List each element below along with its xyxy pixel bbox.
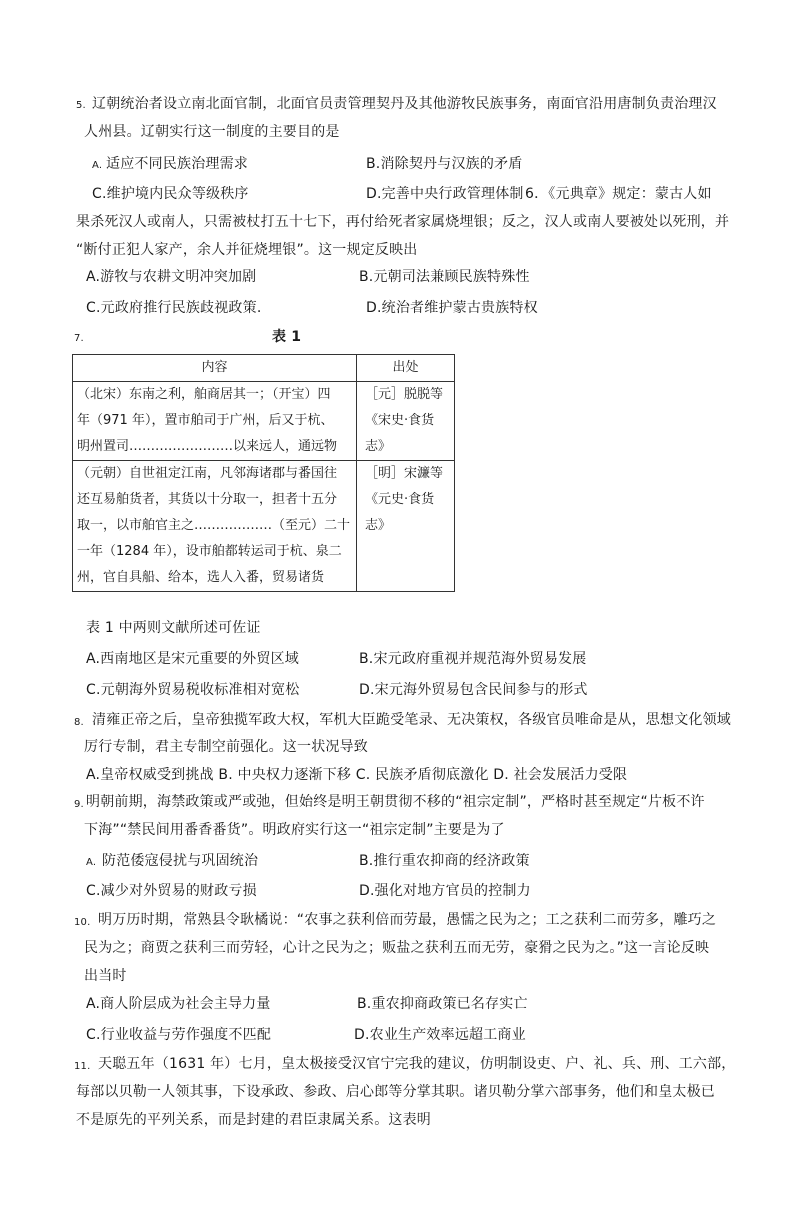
option-letter: A. [92, 160, 103, 171]
cell-line: 年（971 年），置市舶司于广州，后又于杭、 [77, 413, 334, 428]
question-number: 7. [74, 333, 84, 344]
option-d: D.统治者维护蒙古贵族特权 [366, 300, 538, 316]
option-a: 防范倭寇侵扰与巩固统治 [102, 853, 259, 869]
option-b: B.元朝司法兼顾民族特殊性 [359, 269, 530, 285]
question-number: 9. [74, 799, 84, 810]
table-header-source: 出处 [357, 355, 455, 382]
question-stem-line: 表 1 中两则文献所述可佐证 [86, 620, 261, 636]
option-b: B.宋元政府重视并规范海外贸易发展 [359, 651, 587, 667]
option-d: D.完善中央行政管理体制 [366, 186, 524, 202]
question-number: 10. [74, 917, 91, 928]
question-stem-line: 6．《元典章》规定：蒙古人如 [525, 186, 712, 202]
cell-line: （北宋）东南之利，舶商居其一；（开宝）四 [77, 387, 331, 402]
question-number: 11. [74, 1061, 91, 1072]
question-stem-line: 天聪五年（1631 年）七月，皇太极接受汉官宁完我的建议，仿明制设吏、户、礼、兵、刑、工六部， [98, 1056, 736, 1072]
table-cell-content [73, 461, 357, 592]
option-c: C.元政府推行民族歧视政策. [86, 300, 262, 316]
cell-line: 志》 [365, 518, 392, 533]
question-stem-line: 民为之；商贾之获利三而劳轻，心计之民为之；贩盐之获利五而无劳，豪猾之民为之。”这一言论反映 [84, 940, 710, 956]
question-stem-line: 明万历时期，常熟县令耿橘说：“农事之获利倍而劳最，愚懦之民为之；工之获利二而劳多，雕巧之 [98, 912, 717, 928]
cell-line: 《宋史·食货 [365, 413, 435, 428]
question-stem-line: 出当时 [84, 968, 127, 984]
option-c: C.行业收益与劳作强度不匹配 [86, 1027, 272, 1043]
cell-line: 州，官自具船、给本，选人入番，贸易诸货 [77, 570, 325, 585]
cell-line: 明州置司……………………以来远人，通远物 [77, 439, 338, 454]
option-a: A.商人阶层成为社会主导力量 [86, 996, 271, 1012]
option-d: D.农业生产效率远超工商业 [354, 1027, 526, 1043]
option-d: D.宋元海外贸易包含民间参与的形式 [359, 682, 588, 698]
question-stem-line: 不是原先的平列关系，而是封建的君臣隶属关系。这表明 [76, 1112, 431, 1128]
question-stem-line: 果杀死汉人或南人，只需被杖打五十七下，再付给死者家属烧埋银；反之，汉人或南人要被处以死刑，并 [76, 214, 730, 230]
option-c: C.减少对外贸易的财政亏损 [86, 883, 257, 899]
source-table [72, 354, 455, 592]
table-header-content: 内容 [73, 355, 357, 382]
cell-line: 还互易舶货者，其货以十分取一，担者十五分 [77, 492, 338, 507]
table-row [73, 382, 455, 461]
question-number: 5. [76, 100, 86, 111]
question-stem-line: 人州县。辽朝实行这一制度的主要目的是 [84, 124, 340, 140]
cell-line: ［明］宋濂等 [365, 466, 444, 481]
option-d: D.强化对地方官员的控制力 [359, 883, 531, 899]
option-c: C.维护境内民众等级秩序 [92, 186, 249, 202]
question-stem-line: 厉行专制，君主专制空前强化。这一状况导致 [84, 739, 368, 755]
option-a: A.游牧与农耕文明冲突加剧 [86, 269, 257, 285]
question-stem-line: 明朝前期，海禁政策或严或弛，但始终是明王朝贯彻不移的“祖宗定制”，严格时甚至规定“片板不许 [86, 794, 705, 810]
question-number: 8. [74, 717, 84, 728]
question-stem-line: 辽朝统治者设立南北面官制，北面官员责管理契丹及其他游牧民族事务，南面官沿用唐制负责治理汉 [92, 96, 717, 112]
question-stem-line: 下海”“禁民间用番香番货”。明政府实行这一“祖宗定制”主要是为了 [84, 822, 505, 838]
option-b: B.消除契丹与汉族的矛盾 [366, 156, 523, 172]
table-title: 表 1 [272, 329, 302, 345]
options-line: A.皇帝权威受到挑战 B. 中央权力逐渐下移 C. 民族矛盾彻底激化 D. 社会发展活力受限 [86, 767, 628, 783]
question-stem-line: “断付正犯人家产，余人并征烧埋银”。这一规定反映出 [76, 242, 418, 258]
table-row [73, 461, 455, 592]
cell-line: （元朝）自世祖定江南，凡邻海诸郡与番国往 [77, 466, 338, 481]
table-cell-content [73, 382, 357, 461]
option-letter: A. [86, 857, 97, 868]
cell-line: 《元史·食货 [365, 492, 435, 507]
table-cell-source [357, 382, 455, 461]
question-stem-line: 每部以贝勒一人领其事，下设承政、参政、启心郎等分掌其职。诸贝勒分掌六部事务，他们和皇太极已 [76, 1084, 715, 1100]
question-stem-line: 清雍正帝之后，皇帝独揽军政大权，军机大臣跪受笔录、无决策权，各级官员唯命是从，思想文化领域 [92, 712, 731, 728]
cell-line: ［元］脱脱等 [365, 387, 444, 402]
cell-line: 志》 [365, 439, 392, 454]
option-b: B.重农抑商政策已名存实亡 [357, 996, 528, 1012]
option-b: B.推行重农抑商的经济政策 [359, 853, 530, 869]
cell-line: 一年（1284 年），设市舶都转运司于杭、泉二 [77, 544, 342, 559]
table-cell-source [357, 461, 455, 592]
option-a: A.西南地区是宋元重要的外贸区域 [86, 651, 299, 667]
option-a: 适应不同民族治理需求 [106, 156, 248, 172]
option-c: C.元朝海外贸易税收标准相对宽松 [86, 682, 300, 698]
table-header-row [73, 355, 455, 382]
cell-line: 取一，以市舶官主之………………（至元）二十 [77, 518, 351, 533]
